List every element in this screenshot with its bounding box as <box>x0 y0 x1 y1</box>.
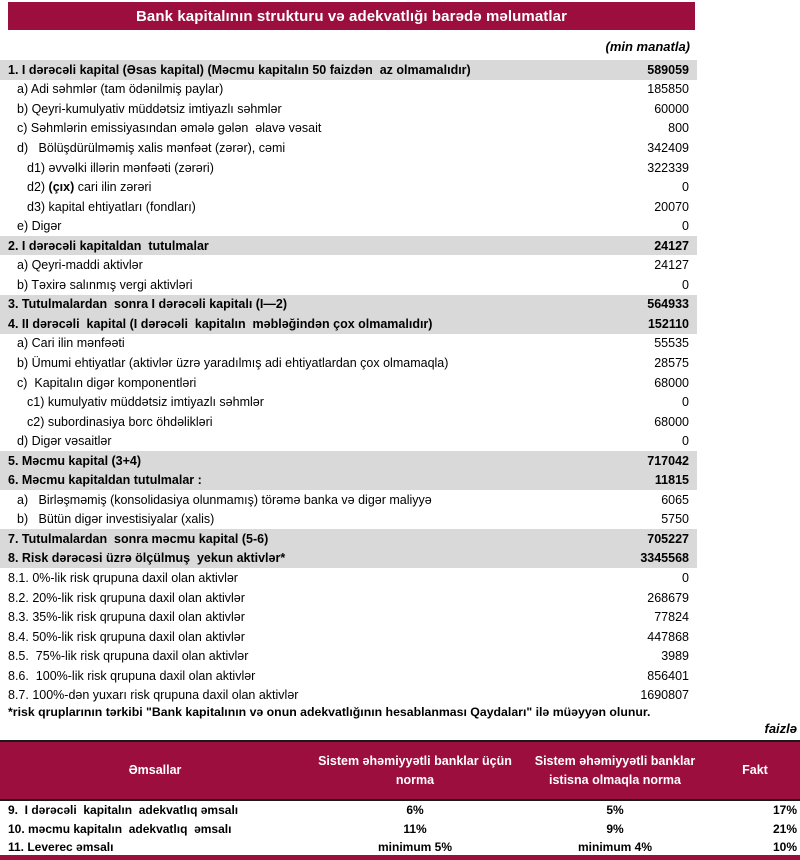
table-row <box>0 646 697 666</box>
row-label: 6. Məcmu kapitaldan tutulmalar : <box>8 473 202 488</box>
table-row <box>0 686 697 706</box>
row-value: 705227 <box>647 531 689 546</box>
row-label: a) Qeyri-maddi aktivlər <box>17 258 143 273</box>
row-value: 185850 <box>647 82 689 97</box>
ratio-label: 10. məcmu kapitalın adekvatlıq əmsalı <box>8 821 232 836</box>
ratio-fact: 17% <box>772 803 797 818</box>
row-value: 0 <box>682 219 689 234</box>
table-row <box>0 353 697 373</box>
row-value: 0 <box>682 180 689 195</box>
table-row <box>0 119 697 139</box>
table-row <box>0 627 697 647</box>
table-row <box>0 451 697 471</box>
table-row <box>0 510 697 530</box>
row-value: 589059 <box>647 62 689 77</box>
row-value: 447868 <box>647 629 689 644</box>
row-value: 0 <box>682 570 689 585</box>
table-row <box>0 275 697 295</box>
row-label: c2) subordinasiya borc öhdəlikləri <box>27 414 213 429</box>
row-value: 0 <box>682 277 689 292</box>
ratio-fact: 10% <box>772 839 797 854</box>
table-row <box>0 373 697 393</box>
table-row <box>0 236 697 256</box>
row-label: 8.2. 20%-lik risk qrupuna daxil olan aktivlər <box>8 590 245 605</box>
ratios-header-fact: Fakt <box>742 763 768 778</box>
row-value: 5750 <box>661 512 689 527</box>
table-row <box>0 470 697 490</box>
ratios-header-row <box>0 742 800 801</box>
bottom-accent-bar <box>0 855 800 860</box>
ratio-norm_systemic: 11% <box>403 821 427 836</box>
row-value: 60000 <box>654 101 689 116</box>
row-label: 3. Tutulmalardan sonra I dərəcəli kapitalı (I—2) <box>8 297 288 312</box>
row-label: d) Digər vəsaitlər <box>17 434 112 449</box>
report-title-bar <box>8 2 695 30</box>
ratio-row <box>0 838 800 856</box>
table-row <box>0 588 697 608</box>
table-row <box>0 666 697 686</box>
table-row <box>0 392 697 412</box>
ratio-norm_non_systemic: 5% <box>606 803 624 818</box>
row-label: b) Ümumi ehtiyatlar (aktivlər üzrə yaradılmış adi ehtiyatlardan çox olmamaqla) <box>17 355 449 370</box>
row-value: 24127 <box>654 258 689 273</box>
row-value: 28575 <box>654 355 689 370</box>
row-value: 717042 <box>647 453 689 468</box>
row-value: 77824 <box>654 610 689 625</box>
row-label: c1) kumulyativ müddətsiz imtiyazlı səhmlər <box>27 395 264 410</box>
row-label: 8.5. 75%-lik risk qrupuna daxil olan aktivlər <box>8 649 249 664</box>
row-value: 800 <box>668 121 689 136</box>
row-label: c) Kapitalın digər komponentləri <box>17 375 197 390</box>
table-row <box>0 607 697 627</box>
row-value: 68000 <box>654 414 689 429</box>
row-value: 856401 <box>647 668 689 683</box>
ratios-header-non-systemic-norm: Sistem əhəmiyyətli banklar istisna olmaqla norma <box>534 754 696 787</box>
table-row <box>0 431 697 451</box>
adequacy-ratios-table <box>0 740 800 856</box>
row-label: b) Təxirə salınmış vergi aktivləri <box>17 277 193 292</box>
row-label: d1) əvvəlki illərin mənfəəti (zərəri) <box>27 160 214 175</box>
table-row <box>0 177 697 197</box>
capital-table-body <box>0 60 697 705</box>
row-value: 268679 <box>647 590 689 605</box>
row-label: d3) kapital ehtiyatları (fondları) <box>27 199 196 214</box>
table-row <box>0 568 697 588</box>
table-row <box>0 529 697 549</box>
table-row <box>0 412 697 432</box>
row-value: 68000 <box>654 375 689 390</box>
row-label: b) Qeyri-kumulyativ müddətsiz imtiyazlı səhmlər <box>17 101 282 116</box>
risk-groups-footnote: *risk qruplarının tərkibi "Bank kapitalının və onun adekvatlığının hesablanması Qaydaları" ilə müəyyən olunur. <box>8 705 651 719</box>
ratio-norm_non_systemic: 9% <box>606 821 624 836</box>
row-label: 8.4. 50%-lik risk qrupuna daxil olan aktivlər <box>8 629 245 644</box>
ratios-header-coefficients: Əmsallar <box>128 763 182 778</box>
ratios-header-systemic-norm: Sistem əhəmiyyətli banklar üçün norma <box>318 754 512 787</box>
row-value: 0 <box>682 395 689 410</box>
table-row <box>0 255 697 275</box>
row-value: 3345568 <box>640 551 689 566</box>
ratio-norm_non_systemic: minimum 4% <box>577 839 652 854</box>
row-value: 6065 <box>661 492 689 507</box>
percent-unit-note: faizlə <box>764 721 797 736</box>
row-value: 564933 <box>647 297 689 312</box>
row-label: 2. I dərəcəli kapitaldan tutulmalar <box>8 238 209 253</box>
row-value: 20070 <box>654 199 689 214</box>
ratio-label: 9. I dərəcəli kapitalın adekvatlıq əmsalı <box>8 803 239 818</box>
row-label: 7. Tutulmalardan sonra məcmu kapital (5-6) <box>8 531 269 546</box>
table-row <box>0 334 697 354</box>
row-label: 5. Məcmu kapital (3+4) <box>8 453 142 468</box>
ratio-row <box>0 801 800 819</box>
table-row <box>0 60 697 80</box>
ratio-label: 11. Leverec əmsalı <box>8 839 114 854</box>
row-label: 1. I dərəcəli kapital (Əsas kapital) (Məcmu kapitalın 50 faizdən az olmamalıdır) <box>8 62 471 77</box>
row-value: 24127 <box>654 238 689 253</box>
row-value: 55535 <box>654 336 689 351</box>
row-label: e) Digər <box>17 219 62 234</box>
row-value: 152110 <box>647 316 689 331</box>
row-label: c) Səhmlərin emissiyasından əmələ gələn əlavə vəsait <box>17 121 322 136</box>
table-row <box>0 138 697 158</box>
ratio-fact: 21% <box>772 821 797 836</box>
row-label: a) Birləşməmiş (konsolidasiya olunmamış) törəmə banka və digər maliyyə <box>17 492 432 507</box>
row-label: b) Bütün digər investisiyalar (xalis) <box>17 512 215 527</box>
table-row <box>0 80 697 100</box>
row-label: 4. II dərəcəli kapital (I dərəcəli kapitalın məbləğindən çox olmamalıdır) <box>8 316 433 331</box>
page-title: Bank kapitalının strukturu və adekvatlığı barədə məlumatlar <box>135 7 568 25</box>
row-label: d2) (çıx) cari ilin zərəri <box>27 180 152 195</box>
row-label: 8.7. 100%-dən yuxarı risk qrupuna daxil olan aktivlər <box>8 688 299 703</box>
row-label: 8.6. 100%-lik risk qrupuna daxil olan aktivlər <box>8 668 256 683</box>
table-row <box>0 216 697 236</box>
unit-note: (min manatla) <box>605 39 690 54</box>
row-label: 8.1. 0%-lik risk qrupuna daxil olan aktivlər <box>8 570 238 585</box>
row-label: 8.3. 35%-lik risk qrupuna daxil olan aktivlər <box>8 610 245 625</box>
table-row <box>0 158 697 178</box>
table-row <box>0 314 697 334</box>
row-label: a) Adi səhmlər (tam ödənilmiş paylar) <box>17 82 224 97</box>
row-value: 322339 <box>647 160 689 175</box>
row-label: 8. Risk dərəcəsi üzrə ölçülmuş yekun aktivlər* <box>8 551 286 566</box>
table-row <box>0 490 697 510</box>
ratio-row <box>0 819 800 837</box>
row-value: 342409 <box>647 140 689 155</box>
table-row <box>0 549 697 569</box>
ratios-table-body <box>0 801 800 856</box>
table-row <box>0 99 697 119</box>
capital-structure-table <box>0 60 697 705</box>
table-row <box>0 295 697 315</box>
table-row <box>0 197 697 217</box>
row-value: 1690807 <box>640 688 689 703</box>
row-label: d) Bölüşdürülməmiş xalis mənfəət (zərər), cəmi <box>17 140 286 155</box>
ratio-norm_systemic: 6% <box>406 803 424 818</box>
row-value: 3989 <box>661 649 689 664</box>
ratio-norm_systemic: minimum 5% <box>377 839 452 854</box>
row-label: a) Cari ilin mənfəəti <box>17 336 125 351</box>
row-value: 11815 <box>654 473 689 488</box>
row-value: 0 <box>682 434 689 449</box>
